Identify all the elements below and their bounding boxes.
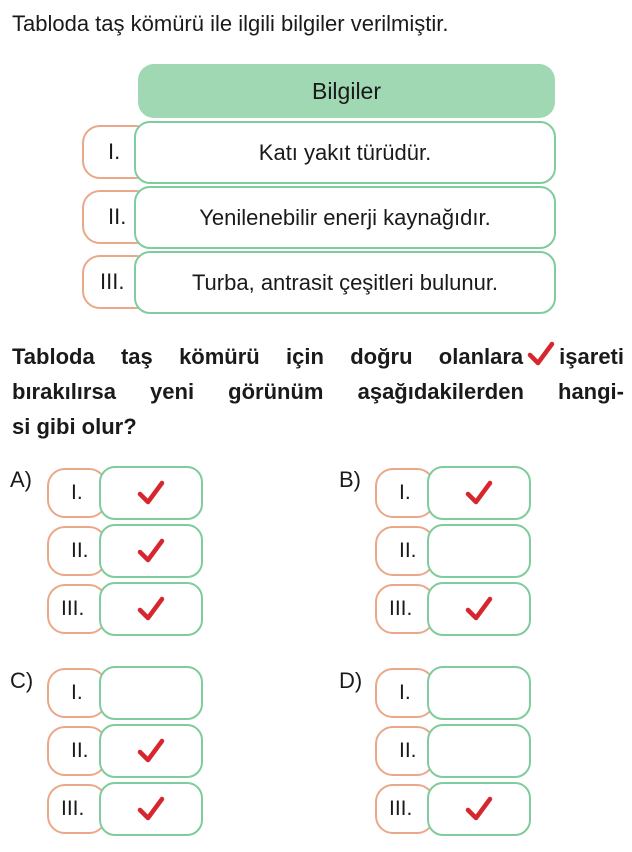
table-row	[82, 121, 556, 184]
option-row	[47, 524, 205, 578]
answer-box	[427, 666, 531, 720]
roman-label: II.	[375, 526, 435, 576]
option-row	[47, 666, 205, 720]
check-mark-icon	[137, 538, 165, 564]
answer-box	[427, 782, 531, 836]
question-part2: işareti	[559, 344, 624, 369]
info-text: Yenilenebilir enerji kaynağıdır.	[134, 186, 556, 249]
roman-label: I.	[47, 468, 107, 518]
check-mark-icon	[465, 796, 493, 822]
roman-label: III.	[375, 584, 435, 634]
check-mark-icon	[527, 341, 555, 367]
roman-label: III.	[82, 255, 154, 309]
answer-box	[427, 724, 531, 778]
question-text	[12, 339, 624, 444]
roman-label: II.	[47, 726, 107, 776]
roman-label: II.	[47, 526, 107, 576]
option-d-label[interactable]: D)	[339, 668, 363, 693]
option-row	[47, 782, 205, 836]
table-row	[82, 186, 556, 249]
intro-text: Tabloda taş kömürü ile ilgili bilgiler verilmiştir.	[12, 11, 449, 36]
option-b-label[interactable]: B)	[339, 467, 361, 492]
answer-box	[99, 666, 203, 720]
option-row	[47, 466, 205, 520]
answer-box	[99, 524, 203, 578]
question-part1: Tabloda taş kömürü için doğru olanlara	[12, 344, 524, 369]
info-text: Katı yakıt türüdür.	[134, 121, 556, 184]
question-line3: si gibi olur?	[12, 414, 137, 439]
check-mark-icon	[137, 480, 165, 506]
answer-box	[99, 724, 203, 778]
option-c-label[interactable]: C)	[10, 668, 34, 693]
check-mark-icon	[137, 796, 165, 822]
option-row	[375, 666, 533, 720]
roman-label: II.	[375, 726, 435, 776]
answer-box	[99, 582, 203, 636]
roman-label: III.	[375, 784, 435, 834]
option-row	[47, 582, 205, 636]
option-row	[47, 724, 205, 778]
answer-box	[99, 782, 203, 836]
question-line2: bırakılırsa yeni görünüm aşağıdakilerden hangi-	[12, 379, 624, 404]
table-row	[82, 251, 556, 314]
answer-box	[427, 524, 531, 578]
answer-box	[99, 466, 203, 520]
roman-label: I.	[47, 668, 107, 718]
info-text: Turba, antrasit çeşitleri bulunur.	[134, 251, 556, 314]
option-row	[375, 466, 533, 520]
roman-label: I.	[375, 668, 435, 718]
roman-label: III.	[47, 784, 107, 834]
check-mark-icon	[465, 596, 493, 622]
answer-box	[427, 582, 531, 636]
check-mark-icon	[465, 480, 493, 506]
option-row	[375, 782, 533, 836]
option-a-label[interactable]: A)	[10, 467, 32, 492]
option-row	[375, 524, 533, 578]
option-row	[375, 582, 533, 636]
roman-label: I.	[375, 468, 435, 518]
check-mark-icon	[137, 738, 165, 764]
roman-label: I.	[82, 125, 154, 179]
check-mark-icon	[137, 596, 165, 622]
answer-box	[427, 466, 531, 520]
roman-label: II.	[82, 190, 154, 244]
option-row	[375, 724, 533, 778]
table-header: Bilgiler	[138, 64, 555, 118]
roman-label: III.	[47, 584, 107, 634]
